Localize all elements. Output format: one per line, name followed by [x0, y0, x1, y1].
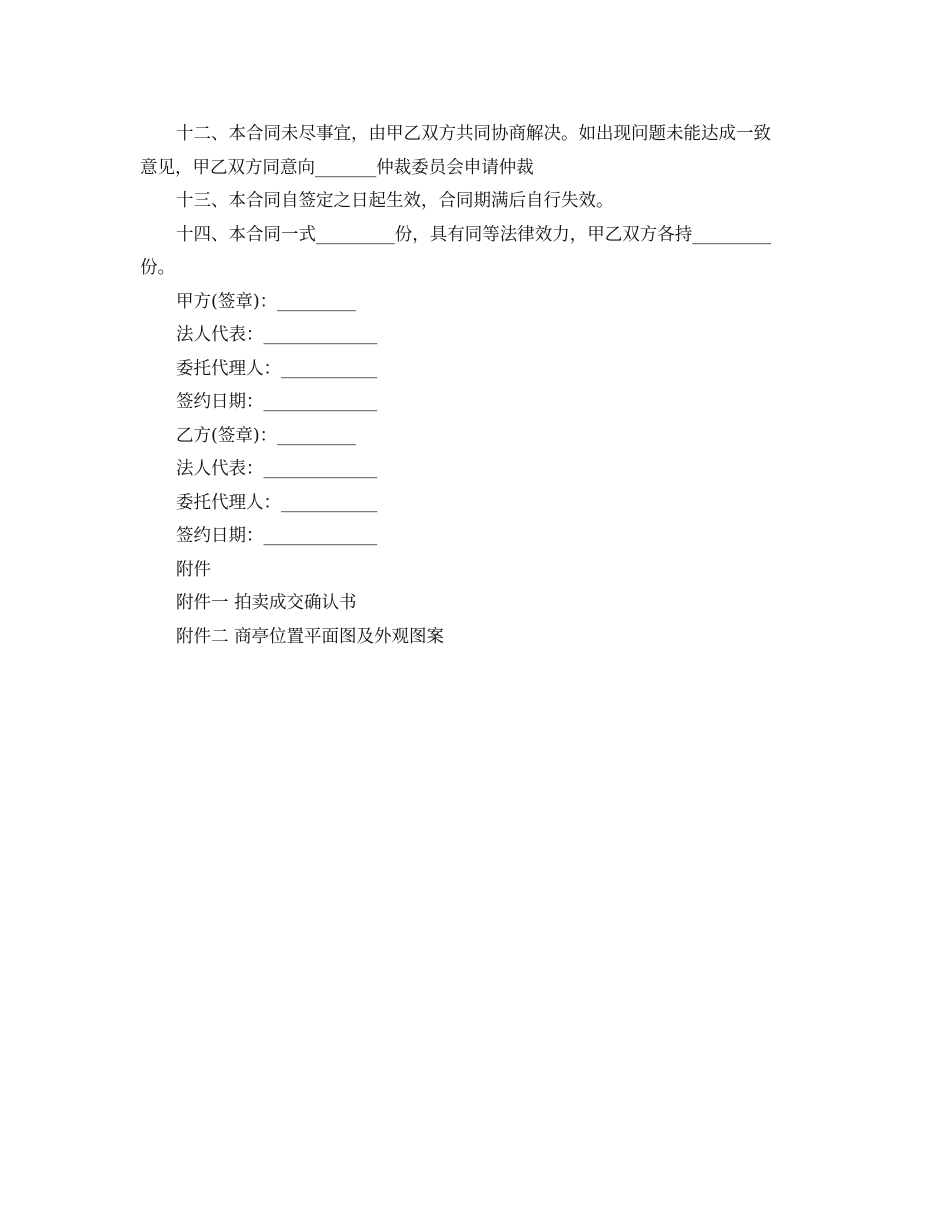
clause-13: 十三、本合同自签定之日起生效，合同期满后自行失效。: [176, 191, 614, 211]
party-a-seal: 甲方(签章)：_________: [176, 291, 356, 312]
attachments-heading: 附件: [176, 559, 211, 580]
party-b-seal: 乙方(签章)：_________: [176, 425, 356, 446]
party-b-legal-rep: 法人代表：_____________: [176, 459, 378, 479]
attachment-1: 附件一 拍卖成交确认书: [176, 593, 357, 613]
clause-12-line-2: 意见，甲乙双方同意向_______仲裁委员会申请仲裁: [140, 157, 534, 178]
clause-12-line-1: 十二、本合同未尽事宜，由甲乙双方共同协商解决。如出现问题未能达成一致: [176, 124, 771, 144]
clause-14-line-2: 份。: [140, 258, 175, 278]
attachment-2: 附件二 商亭位置平面图及外观图案: [176, 626, 445, 647]
party-a-date: 签约日期：_____________: [176, 392, 378, 412]
party-b-agent: 委托代理人：___________: [176, 492, 378, 513]
document-body: [140, 118, 812, 654]
party-b-date: 签约日期：_____________: [176, 526, 378, 546]
clause-14-line-1: 十四、本合同一式_________份，具有同等法律效力，甲乙双方各持_________: [176, 224, 771, 245]
party-a-legal-rep: 法人代表：_____________: [176, 325, 378, 345]
party-a-agent: 委托代理人：___________: [176, 358, 378, 379]
